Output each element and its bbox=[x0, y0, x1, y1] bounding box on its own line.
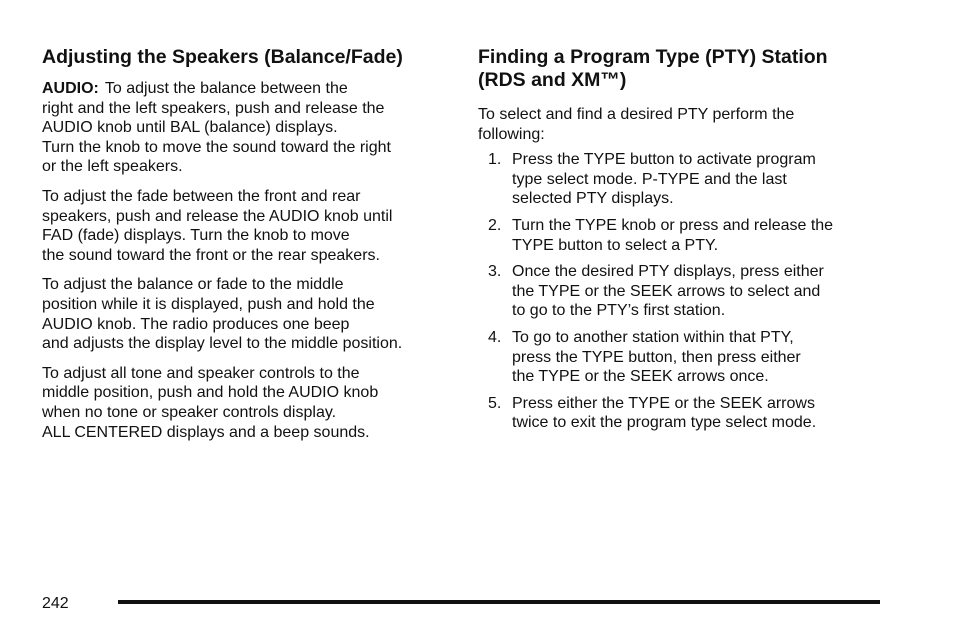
step-text: Press either the TYPE or the SEEK arrows twice to exit the program type select mode. bbox=[512, 394, 817, 432]
step-text: Once the desired PTY displays, press either the TYPE or the SEEK arrows to select and to go to the PTY’s first station. bbox=[512, 263, 824, 320]
step-number: 3. bbox=[488, 263, 502, 281]
audio-paragraph bbox=[42, 79, 452, 177]
fade-paragraph: To adjust the fade between the front and rear speakers, push and release the AUDIO knob until FAD (fade) displays. Turn the knob to move the sound toward the front or the rear speakers. bbox=[42, 187, 393, 264]
list-item bbox=[478, 328, 888, 387]
section-heading-pty: Finding a Program Type (PTY) Station (RDS and XM™) bbox=[478, 46, 828, 91]
step-number: 2. bbox=[488, 216, 502, 234]
audio-label: AUDIO: bbox=[42, 80, 99, 97]
left-column bbox=[42, 46, 452, 452]
all-centered-paragraph: To adjust all tone and speaker controls to the middle position, push and hold the AUDIO knob when no tone or speaker controls display. ALL CENTERED displays and a beep sounds. bbox=[42, 364, 379, 441]
right-column bbox=[478, 46, 888, 440]
audio-paragraph-text: To adjust the balance between the right and the left speakers, push and release the AUDIO knob until BAL (balance) displays. Turn the knob to move the sound toward the right or the left speakers. bbox=[42, 80, 391, 176]
step-number: 4. bbox=[488, 328, 502, 346]
pty-steps-list bbox=[478, 150, 888, 433]
list-item bbox=[478, 394, 888, 433]
step-text: Press the TYPE button to activate program type select mode. P-TYPE and the last selected PTY displays. bbox=[512, 151, 816, 208]
step-number: 5. bbox=[488, 394, 502, 412]
page-number: 242 bbox=[42, 595, 69, 612]
middle-position-paragraph: To adjust the balance or fade to the middle position while it is displayed, push and hold the AUDIO knob. The radio produces one beep and adjusts the display level to the middle position. bbox=[42, 276, 403, 353]
list-item bbox=[478, 150, 888, 209]
step-text: Turn the TYPE knob or press and release the TYPE button to select a PTY. bbox=[512, 216, 834, 254]
list-item bbox=[478, 216, 888, 255]
footer-divider bbox=[118, 600, 880, 604]
section-heading-balance-fade: Adjusting the Speakers (Balance/Fade) bbox=[42, 46, 403, 68]
step-text: To go to another station within that PTY, press the TYPE button, then press either the TYPE or the SEEK arrows once. bbox=[512, 328, 801, 386]
pty-intro: To select and find a desired PTY perform the following: bbox=[478, 106, 795, 143]
list-item bbox=[478, 262, 888, 321]
step-number: 1. bbox=[488, 151, 502, 169]
